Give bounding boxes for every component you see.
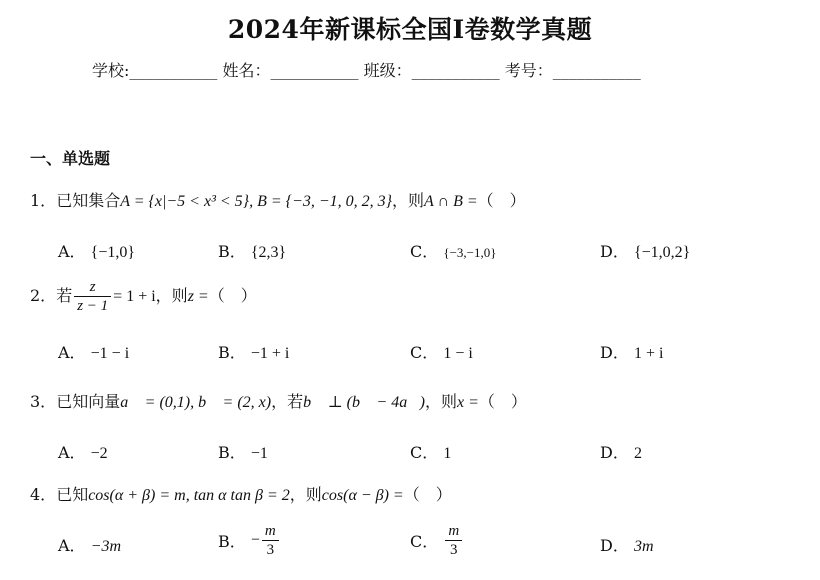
- question-3: [30, 389, 527, 412]
- math-expression: b⃗ ⊥ (b⃗ − 4a⃗): [303, 394, 425, 411]
- option-text: 3m: [633, 538, 654, 555]
- option-d: [600, 239, 690, 262]
- question-1: [30, 188, 526, 211]
- option-a: [58, 440, 108, 463]
- option-label: D．: [600, 242, 629, 261]
- number-label: 考号：: [504, 61, 553, 80]
- option-d: [600, 533, 654, 556]
- fraction-numerator: z: [74, 278, 111, 297]
- option-label: D．: [600, 536, 629, 555]
- fraction: [445, 522, 462, 559]
- option-label: C．: [410, 242, 439, 261]
- option-label: A．: [58, 536, 86, 555]
- option-a: [58, 340, 129, 363]
- school-label: 学校:: [92, 61, 130, 80]
- fraction-denominator: z − 1: [77, 298, 109, 314]
- option-label: B．: [218, 443, 246, 462]
- question-number: 4．: [30, 485, 57, 504]
- math-expression: cos(α + β) = m, tan α tan β = 2: [88, 487, 290, 504]
- fraction: [74, 278, 111, 315]
- math-expression: cos(α − β) =: [321, 487, 404, 504]
- class-blank: ___________: [411, 61, 500, 80]
- option-a: [58, 533, 121, 556]
- option-text: −1 + i: [250, 345, 290, 362]
- option-label: D．: [600, 343, 629, 362]
- fraction-numerator: m: [445, 522, 462, 541]
- math-expression: A = {x|−5 < x³ < 5}, B = {−3, −1, 0, 2, 3}: [120, 193, 393, 210]
- option-text: −1: [250, 445, 268, 462]
- answer-blank: （ ）: [403, 485, 452, 504]
- question-number: 1．: [30, 191, 57, 210]
- option-d: [600, 440, 642, 463]
- option-text: 2: [633, 445, 642, 462]
- math-expression: A ∩ B =: [424, 193, 478, 210]
- question-text: 已知集合: [56, 191, 121, 210]
- question-number: 2．: [30, 286, 57, 305]
- name-blank: ___________: [270, 61, 359, 80]
- answer-blank: （ ）: [208, 286, 257, 305]
- option-label: B．: [218, 532, 246, 551]
- option-text: −2: [90, 445, 108, 462]
- option-label: B．: [218, 242, 246, 261]
- fraction-numerator: m: [262, 522, 279, 541]
- class-label: 班级：: [363, 61, 412, 80]
- name-label: 姓名：: [222, 61, 271, 80]
- option-text: 1 + i: [633, 345, 664, 362]
- option-d: [600, 340, 663, 363]
- option-c: [410, 440, 451, 463]
- question-text: ，则: [155, 286, 188, 305]
- question-4: [30, 482, 452, 505]
- math-expression: x =: [456, 394, 479, 411]
- option-text: −3m: [90, 538, 122, 555]
- question-text: 已知: [56, 485, 89, 504]
- number-blank: ___________: [552, 61, 641, 80]
- answer-blank: （ ）: [478, 392, 527, 411]
- fraction: [262, 522, 279, 559]
- school-blank: ___________: [129, 61, 218, 80]
- option-label: A．: [58, 242, 86, 261]
- option-c: [410, 239, 497, 262]
- question-text: ，则: [424, 392, 457, 411]
- question-text: 已知向量: [56, 392, 121, 411]
- option-text: −1 − i: [90, 345, 130, 362]
- option-label: C．: [410, 443, 439, 462]
- option-sign: −: [250, 531, 260, 549]
- option-label: C．: [410, 532, 439, 551]
- math-expression: z =: [187, 288, 209, 305]
- option-text: {2,3}: [250, 244, 287, 261]
- option-label: D．: [600, 443, 629, 462]
- fraction-denominator: 3: [266, 542, 275, 558]
- question-text: ，若: [271, 392, 304, 411]
- answer-blank: （ ）: [477, 191, 526, 210]
- option-c: [410, 522, 464, 559]
- option-b: [218, 440, 268, 463]
- exam-title: 2024年新课标全国Ⅰ卷数学真题: [227, 15, 593, 44]
- option-text: {−1,0,2}: [633, 244, 691, 261]
- option-b: [218, 340, 289, 363]
- section-heading: 一、单选题: [30, 149, 111, 168]
- option-a: [58, 239, 135, 262]
- option-b: [218, 239, 286, 262]
- option-text: 1: [443, 445, 452, 462]
- question-text: 若: [56, 286, 73, 305]
- math-expression: = 1 + i: [113, 288, 156, 305]
- option-text: 1 − i: [443, 345, 473, 362]
- option-label: A．: [58, 343, 86, 362]
- fraction-denominator: 3: [450, 542, 458, 558]
- student-info-line: [92, 58, 641, 81]
- option-label: B．: [218, 343, 246, 362]
- option-text: {−1,0}: [90, 244, 136, 261]
- option-b: [218, 522, 281, 559]
- question-2: [30, 278, 257, 315]
- math-expression: a⃗ = (0,1), b⃗ = (2, x): [120, 394, 272, 411]
- question-text: ，则: [289, 485, 322, 504]
- option-label: A．: [58, 443, 86, 462]
- option-text: {−3,−1,0}: [443, 245, 497, 260]
- option-label: C．: [410, 343, 439, 362]
- question-number: 3．: [30, 392, 57, 411]
- question-text: ，则: [392, 191, 425, 210]
- option-c: [410, 340, 473, 363]
